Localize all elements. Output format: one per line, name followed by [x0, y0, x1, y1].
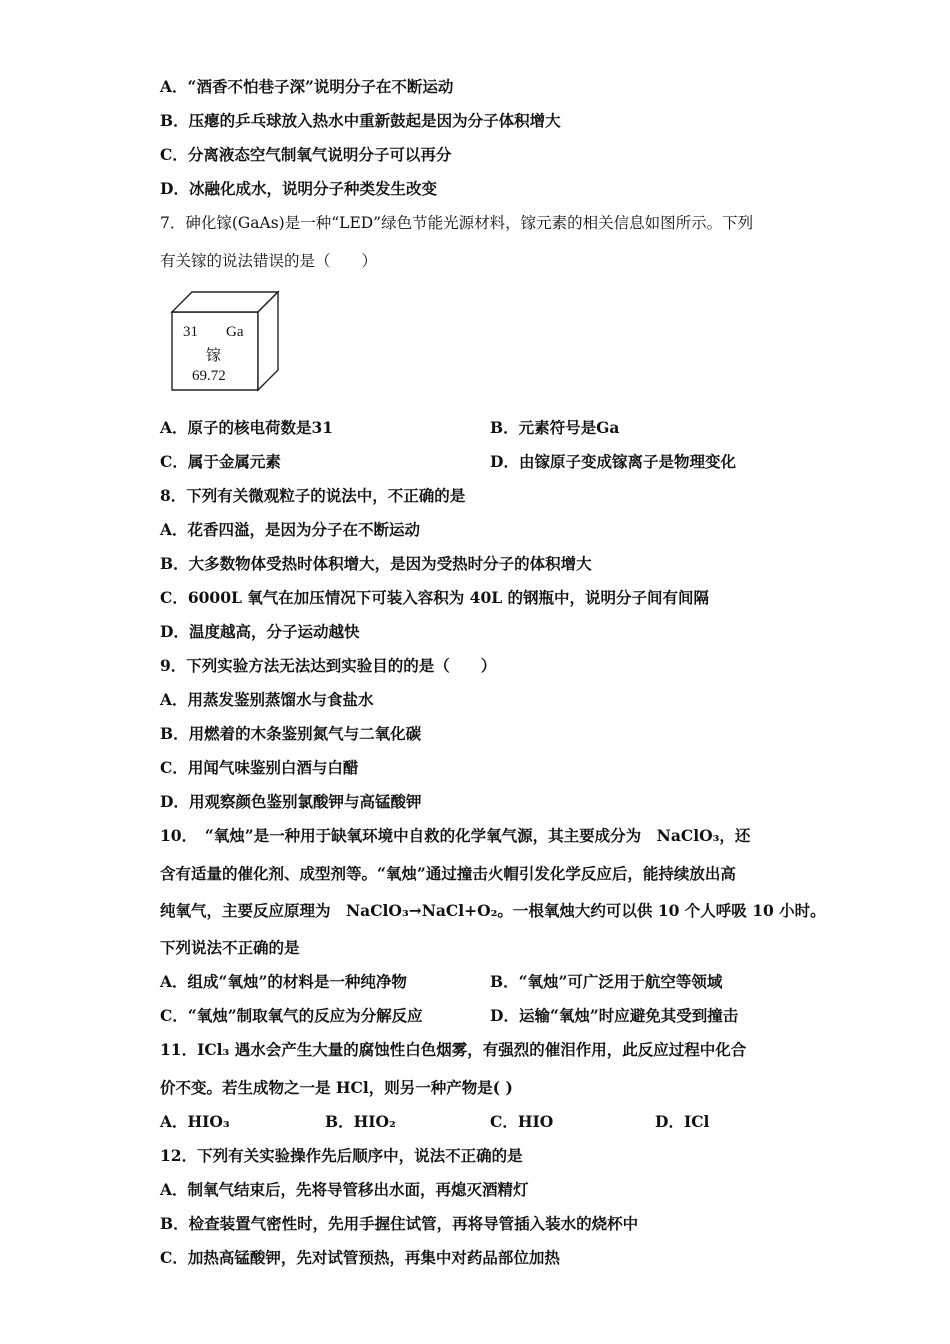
- q12-option-b: B．检查装置气密性时，先用手握住试管，再将导管插入装水的烧杯中: [160, 1214, 639, 1233]
- q11-options: [160, 1112, 780, 1132]
- q8-option-b: B．大多数物体受热时体积增大，是因为受热时分子的体积增大: [160, 554, 592, 573]
- element-symbol: Ga: [226, 324, 244, 340]
- q9-stem: 9．下列实验方法无法达到实验目的的是（ ）: [160, 656, 497, 675]
- q11-option-a: A．HIO₃: [160, 1112, 230, 1131]
- q7-option-b: B．元素符号是Ga: [490, 418, 620, 437]
- q12-option-c: C．加热高锰酸钾，先对试管预热，再集中对药品部位加热: [160, 1248, 560, 1267]
- q11-option-b: B．HIO₂: [325, 1112, 396, 1131]
- q6-option-b: B．压瘪的乒乓球放入热水中重新鼓起是因为分子体积增大: [160, 111, 561, 130]
- q10-stem-line1: 10． “氧烛”是一种用于缺氧环境中自救的化学氧气源，其主要成分为 NaClO₃，还: [160, 826, 751, 845]
- q9-option-d: D．用观察颜色鉴别氯酸钾与高锰酸钾: [160, 792, 422, 811]
- q9-option-b: B．用燃着的木条鉴别氮气与二氧化碳: [160, 724, 422, 743]
- q6-option-c: C．分离液态空气制氧气说明分子可以再分: [160, 145, 452, 164]
- q12-option-a: A．制氧气结束后，先将导管移出水面，再熄灭酒精灯: [160, 1180, 529, 1199]
- element-name: 镓: [206, 346, 222, 364]
- q7-option-d: D．由镓原子变成镓离子是物理变化: [490, 452, 736, 471]
- q6-option-d: D．冰融化成水，说明分子种类发生改变: [160, 179, 437, 198]
- atomic-mass: 69.72: [192, 368, 226, 384]
- atomic-number: 31: [183, 324, 198, 340]
- q10-option-c: C．“氧烛”制取氧气的反应为分解反应: [160, 1006, 423, 1025]
- q9-option-a: A．用蒸发鉴别蒸馏水与食盐水: [160, 690, 374, 709]
- q10-stem-line2: 含有适量的催化剂、成型剂等。“氧烛”通过撞击火帽引发化学反应后，能持续放出高: [160, 864, 736, 883]
- q7-stem-line2: 有关镓的说法错误的是（ ）: [160, 252, 378, 270]
- q11-option-d: D．ICl: [655, 1112, 710, 1131]
- q10-stem-line3: 纯氧气，主要反应原理为 NaClO₃→NaCl+O₂。一根氧烛大约可以供 10 个人呼吸 10 小时。: [160, 901, 826, 920]
- q11-stem-line2: 价不变。若生成物之一是 HCl，则另一种产物是( ): [160, 1078, 513, 1097]
- q7-option-c: C．属于金属元素: [160, 452, 281, 471]
- q10-option-b: B．“氧烛”可广泛用于航空等领域: [490, 972, 723, 991]
- element-card-gallium: [170, 290, 278, 390]
- q11-option-c: C．HIO: [490, 1112, 554, 1131]
- q9-option-c: C．用闻气味鉴别白酒与白醋: [160, 758, 359, 777]
- q7-option-a: A．原子的核电荷数是31: [160, 418, 334, 437]
- q10-stem-line4: 下列说法不正确的是: [160, 938, 300, 957]
- q11-stem-line1: 11．ICl₃ 遇水会产生大量的腐蚀性白色烟雾，有强烈的催泪作用，此反应过程中化合: [160, 1040, 747, 1059]
- q8-option-a: A．花香四溢，是因为分子在不断运动: [160, 520, 421, 539]
- q6-option-a: A．“酒香不怕巷子深”说明分子在不断运动: [160, 77, 454, 96]
- q8-option-d: D．温度越高，分子运动越快: [160, 622, 360, 641]
- q10-option-a: A．组成“氧烛”的材料是一种纯净物: [160, 972, 407, 991]
- q8-option-c: C．6000L 氧气在加压情况下可装入容积为 40L 的钢瓶中，说明分子间有间隔: [160, 588, 710, 607]
- q7-stem-line1: 7．砷化镓(GaAs)是一种“LED”绿色节能光源材料，镓元素的相关信息如图所示。下列: [160, 214, 754, 232]
- q12-stem: 12．下列有关实验操作先后顺序中，说法不正确的是: [160, 1146, 523, 1165]
- q10-option-d: D．运输“氧烛”时应避免其受到撞击: [490, 1006, 739, 1025]
- q8-stem: 8．下列有关微观粒子的说法中，不正确的是: [160, 486, 466, 505]
